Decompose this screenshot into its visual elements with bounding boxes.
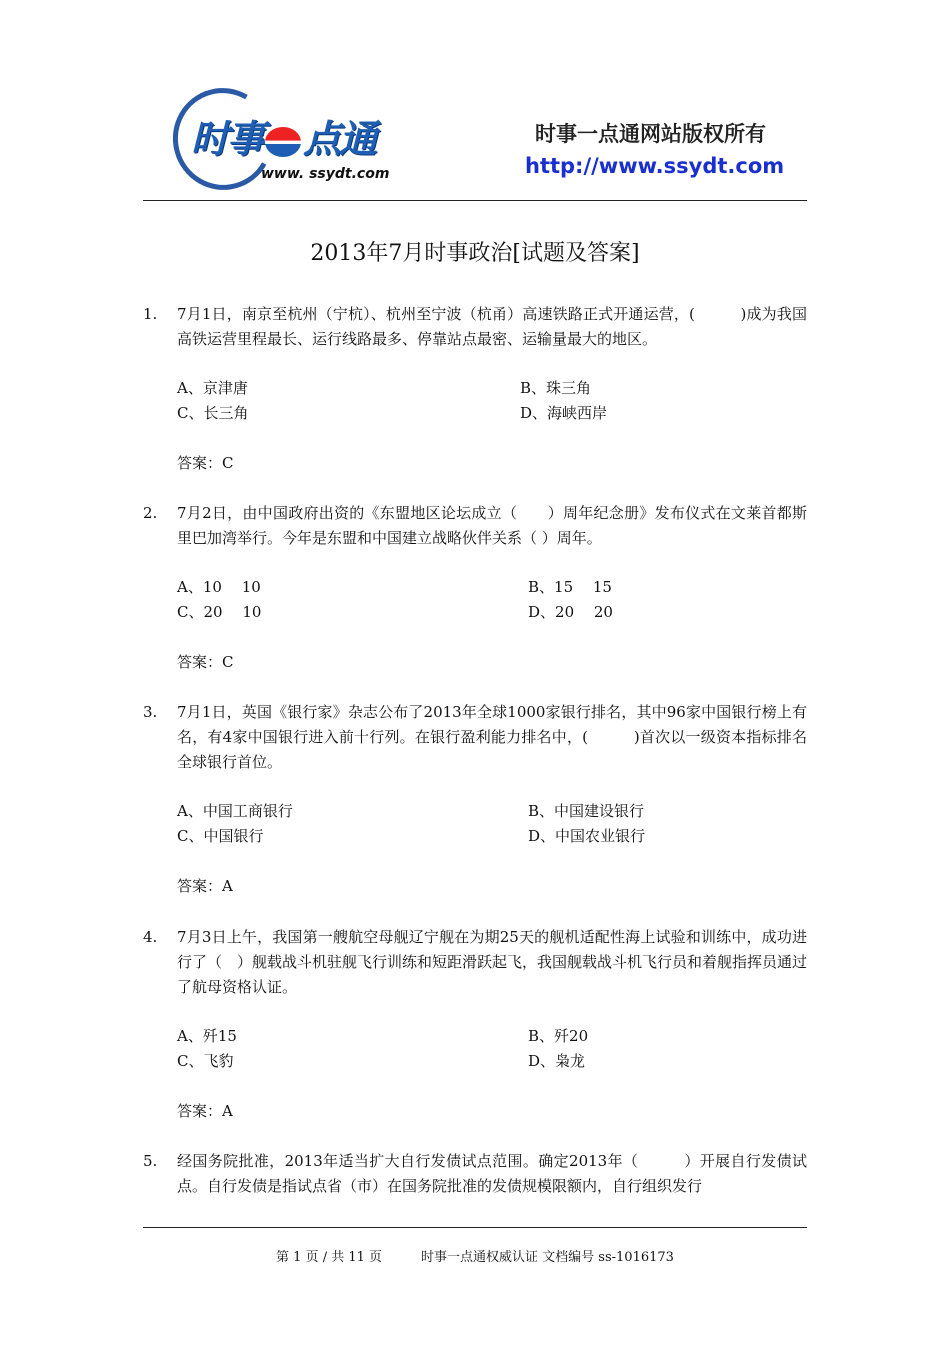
question-number: 2. xyxy=(143,504,158,522)
option-b: B、珠三角 xyxy=(520,379,592,397)
option-b: B、中国建设银行 xyxy=(528,802,645,820)
option-d: D、中国农业银行 xyxy=(528,827,646,845)
option-c: C、20 10 xyxy=(177,603,262,621)
option-a: A、中国工商银行 xyxy=(177,802,293,820)
question-number: 5. xyxy=(143,1152,158,1170)
option-c: C、中国银行 xyxy=(177,827,264,845)
footer-divider xyxy=(143,1227,807,1228)
options xyxy=(177,799,807,849)
options xyxy=(177,575,807,625)
question-text: 7月1日，英国《银行家》杂志公布了2013年全球1000家银行排名，其中96家中国银行榜上有名，有4家中国银行进入前十行列。在银行盈利能力排名中，( )首次以一级资本指标排名全球银行首位。 xyxy=(177,703,807,771)
site-logo: 时事 点通 xyxy=(191,117,376,161)
question-4 xyxy=(143,925,807,1124)
page-header xyxy=(143,80,808,198)
option-d: D、20 20 xyxy=(528,603,613,621)
logo-url: www. ssydt.com xyxy=(261,166,390,182)
answer: 答案：A xyxy=(177,1102,233,1120)
option-b: B、歼20 xyxy=(528,1027,589,1045)
question-text: 7月1日，南京至杭州（宁杭）、杭州至宁波（杭甬）高速铁路正式开通运营，( )成为我国高铁运营里程最长、运行线路最多、停靠站点最密、运输量最大的地区。 xyxy=(177,305,807,348)
question-text: 经国务院批准，2013年适当扩大自行发债试点范围。确定2013年（ ）开展自行发债试点。自行发债是指试点省（市）在国务院批准的发债规模限额内，自行组织发行 xyxy=(177,1152,807,1195)
answer: 答案：C xyxy=(177,653,234,671)
logo-dot-icon xyxy=(265,127,301,157)
page-title: 2013年7月时事政治[试题及答案] xyxy=(310,241,640,266)
option-c: C、飞豹 xyxy=(177,1052,234,1070)
header-divider xyxy=(143,200,807,201)
question-1 xyxy=(143,302,807,476)
answer: 答案：A xyxy=(177,877,233,895)
question-3 xyxy=(143,700,807,899)
option-a: A、歼15 xyxy=(177,1027,237,1045)
question-number: 4. xyxy=(143,928,158,946)
copyright-notice: 时事一点通网站版权所有 xyxy=(535,122,766,146)
option-d: D、枭龙 xyxy=(528,1052,586,1070)
option-b: B、15 15 xyxy=(528,578,612,596)
question-number: 1. xyxy=(143,305,158,323)
question-2 xyxy=(143,501,807,675)
site-url-link[interactable]: http://www.ssydt.com xyxy=(525,154,785,178)
question-number: 3. xyxy=(143,703,158,721)
question-text: 7月2日，由中国政府出资的《东盟地区论坛成立（ ）周年纪念册》发布仪式在文莱首都斯里巴加湾举行。今年是东盟和中国建立战略伙伴关系（ ）周年。 xyxy=(177,504,807,547)
option-a: A、京津唐 xyxy=(177,379,248,397)
option-a: A、10 10 xyxy=(177,578,261,596)
question-5 xyxy=(143,1149,807,1199)
answer: 答案：C xyxy=(177,454,234,472)
options xyxy=(177,376,807,426)
question-text: 7月3日上午，我国第一艘航空母舰辽宁舰在为期25天的舰机适配性海上试验和训练中，成功进行了（ ）舰载战斗机驻舰飞行训练和短距滑跃起飞，我国舰载战斗机飞行员和着舰指挥员通过了航母资格认证。 xyxy=(177,928,808,996)
option-c: C、长三角 xyxy=(177,404,249,422)
page-footer: 第 1 页 / 共 11 页 时事一点通权威认证 文档编号 ss-1016173 xyxy=(276,1250,674,1265)
options xyxy=(177,1024,807,1074)
option-d: D、海峡西岸 xyxy=(520,404,608,422)
